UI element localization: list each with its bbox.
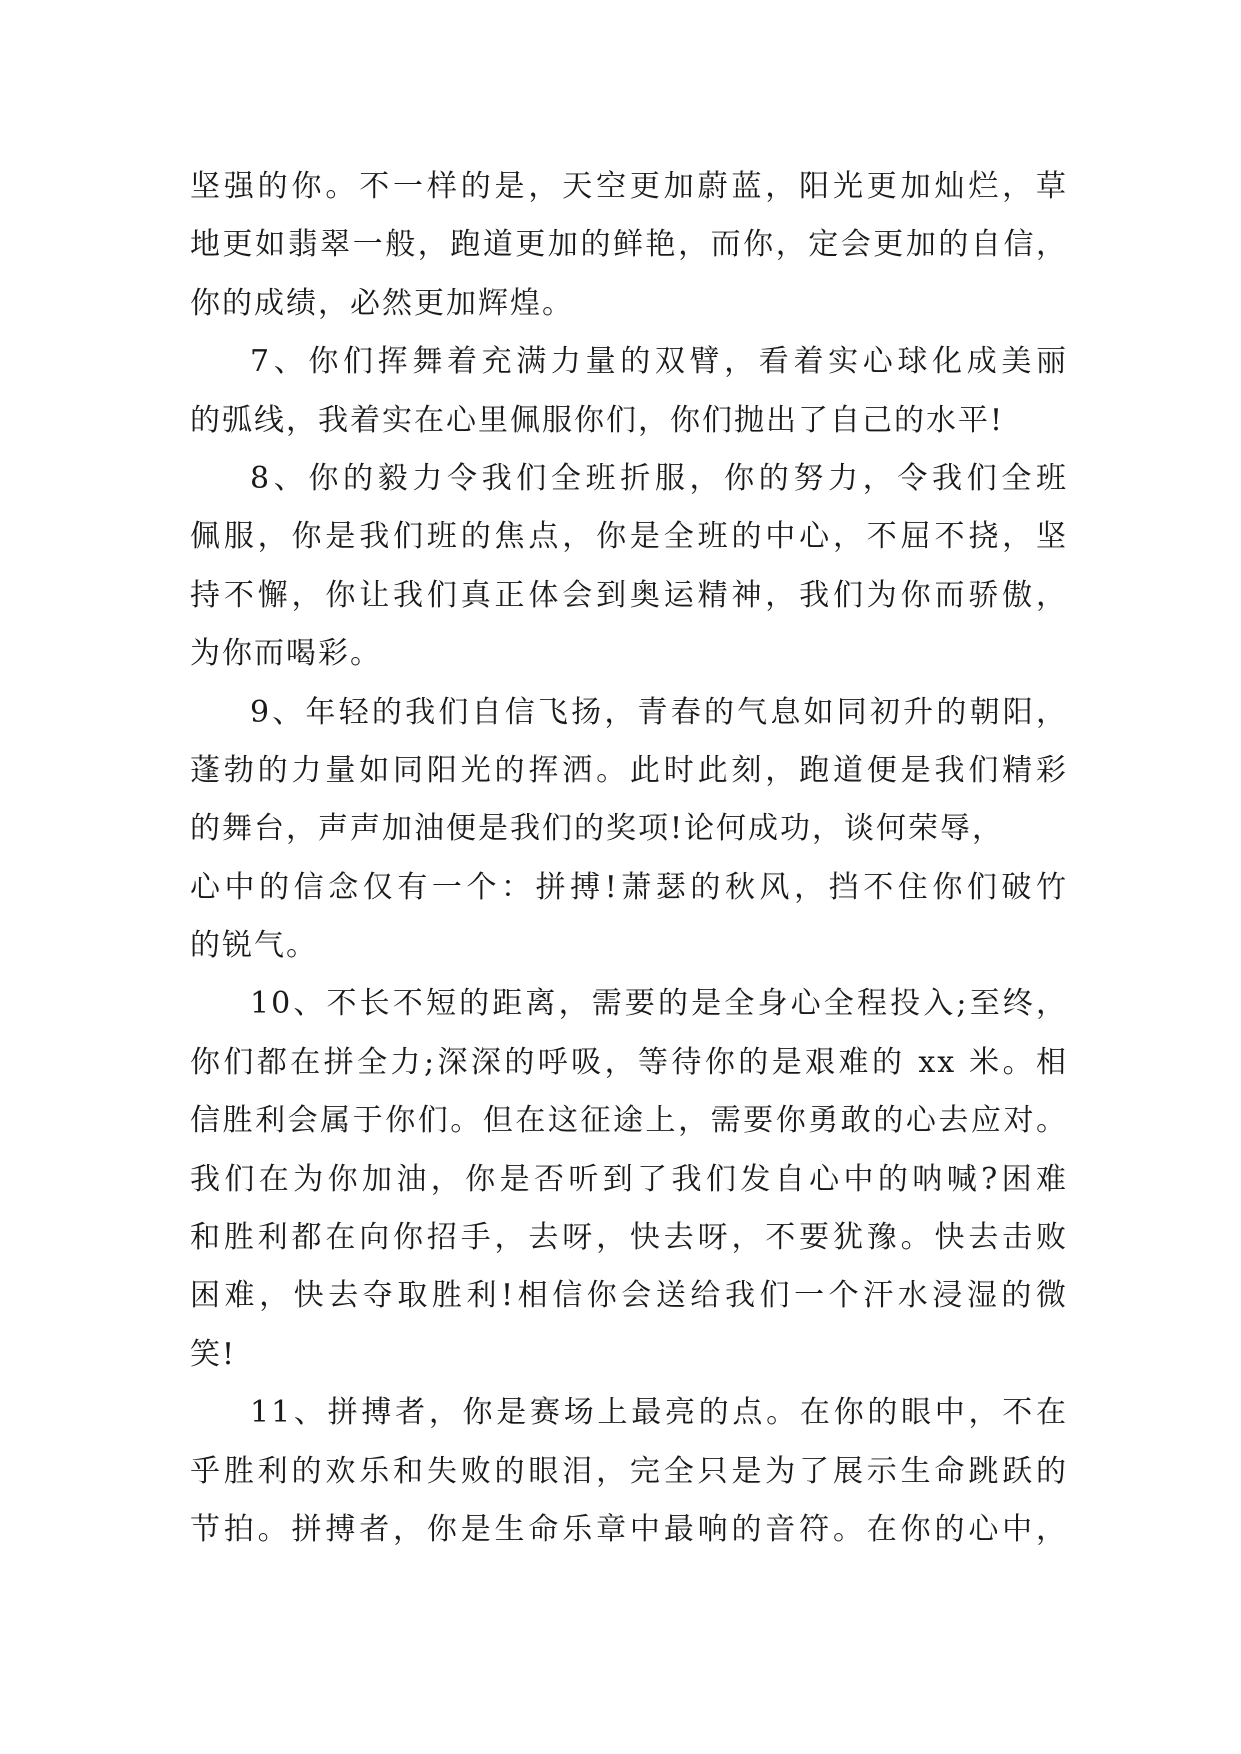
paragraph-11	[190, 1384, 1068, 1559]
paragraph-8	[190, 450, 1068, 684]
document-body	[190, 158, 1068, 1559]
text-line: 困难，快去夺取胜利!相信你会送给我们一个汗水浸湿的微	[190, 1278, 1068, 1314]
text-line: 地更如翡翠一般，跑道更加的鲜艳，而你，定会更加的自信，	[190, 227, 1068, 263]
text-line: 11、拼搏者，你是赛场上最亮的点。在你的眼中，不在	[250, 1395, 1068, 1431]
paragraph-7	[190, 333, 1068, 450]
paragraph-9	[190, 684, 1068, 976]
text-line: 佩服，你是我们班的焦点，你是全班的中心，不屈不挠，坚	[190, 519, 1068, 555]
text-line: 蓬勃的力量如同阳光的挥洒。此时此刻，跑道便是我们精彩	[190, 752, 1068, 788]
text-line: 你的成绩，必然更加辉煌。	[190, 285, 574, 321]
text-line: 信胜利会属于你们。但在这征途上，需要你勇敢的心去应对。	[190, 1103, 1068, 1139]
paragraph-6-continued	[190, 158, 1068, 333]
text-line: 的弧线，我着实在心里佩服你们，你们抛出了自己的水平!	[190, 402, 1005, 438]
text-line: 心中的信念仅有一个：拼搏!萧瑟的秋风，挡不住你们破竹	[190, 869, 1068, 905]
text-line: 持不懈，你让我们真正体会到奥运精神，我们为你而骄傲，	[190, 577, 1068, 613]
text-line: 10、不长不短的距离，需要的是全身心全程投入;至终，	[250, 986, 1068, 1022]
text-line: 你们都在拼全力;深深的呼吸，等待你的是艰难的 xx 米。相	[190, 1044, 1068, 1080]
text-line: 的锐气。	[190, 928, 318, 964]
text-line: 节拍。拼搏者，你是生命乐章中最响的音符。在你的心中，	[190, 1511, 1068, 1547]
text-line: 笑!	[190, 1336, 237, 1372]
text-line: 乎胜利的欢乐和失败的眼泪，完全只是为了展示生命跳跃的	[190, 1453, 1068, 1489]
paragraph-10	[190, 975, 1068, 1384]
text-line: 8、你的毅力令我们全班折服，你的努力，令我们全班	[250, 460, 1068, 496]
text-line: 7、你们挥舞着充满力量的双臂，看着实心球化成美丽	[250, 344, 1068, 380]
text-line: 9、年轻的我们自信飞扬，青春的气息如同初升的朝阳，	[250, 694, 1068, 730]
text-line: 为你而喝彩。	[190, 636, 382, 672]
text-line: 我们在为你加油，你是否听到了我们发自心中的呐喊?困难	[190, 1161, 1068, 1197]
text-line: 和胜利都在向你招手，去呀，快去呀，不要犹豫。快去击败	[190, 1220, 1068, 1256]
text-line: 的舞台，声声加油便是我们的奖项!论何成功，谈何荣辱，	[190, 811, 1005, 847]
text-line: 坚强的你。不一样的是，天空更加蔚蓝，阳光更加灿烂，草	[190, 169, 1068, 204]
